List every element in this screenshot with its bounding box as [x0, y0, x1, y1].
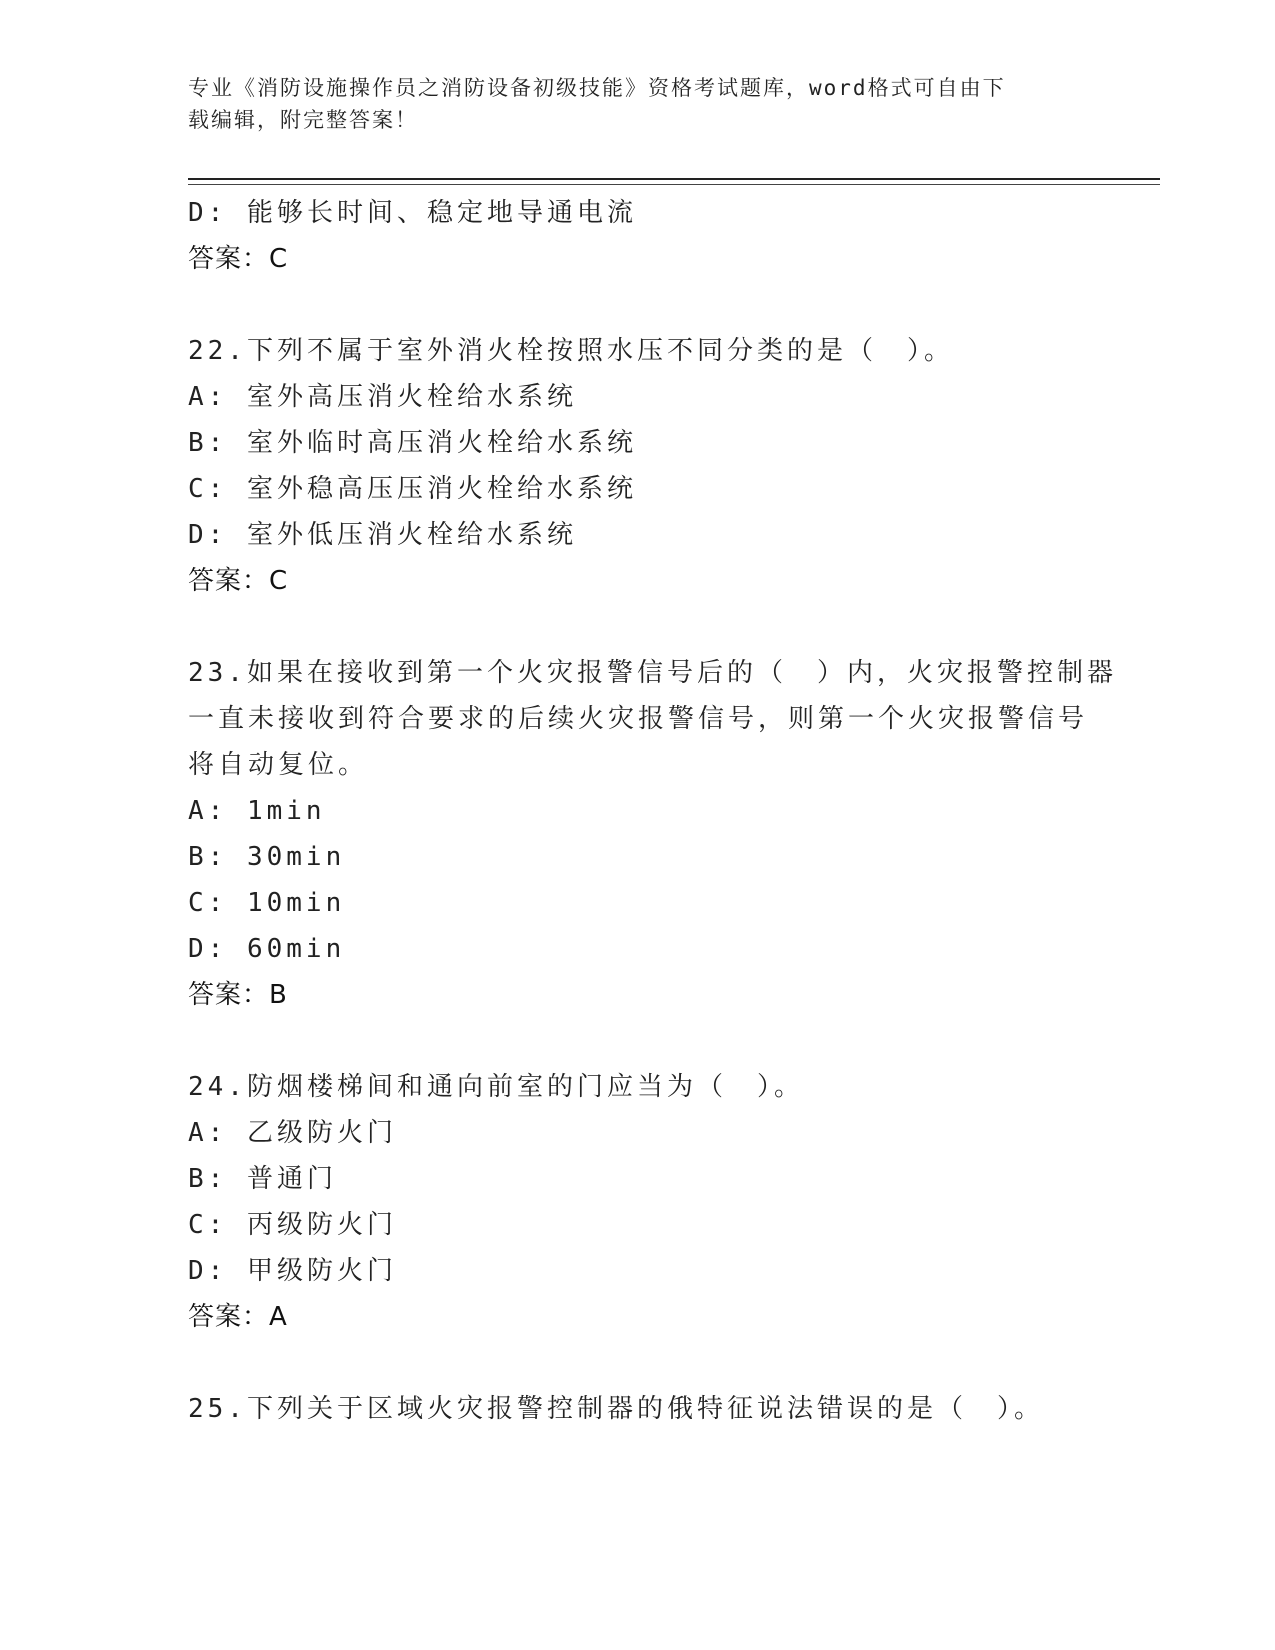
question-list: [188, 190, 1117, 1432]
option-a: A: 1min: [188, 796, 326, 826]
question-23: [188, 650, 1117, 1018]
option-b: B: 室外临时高压消火栓给水系统: [188, 428, 637, 458]
option-d: D: 60min: [188, 934, 346, 964]
option-c: C: 10min: [188, 888, 346, 918]
option-d: D: 室外低压消火栓给水系统: [188, 520, 577, 550]
option-b: B: 30min: [188, 842, 346, 872]
option-b: B: 普通门: [188, 1164, 337, 1194]
answer-line: 答案：C: [188, 244, 289, 274]
option-c: C: 室外稳高压压消火栓给水系统: [188, 474, 637, 504]
previous-question-tail: [188, 190, 1088, 282]
option-d: D: 甲级防火门: [188, 1256, 397, 1286]
question-stem-line-1: 23.如果在接收到第一个火灾报警信号后的（ ）内，火灾报警控制器: [188, 658, 1117, 688]
question-stem-line-2: 一直未接收到符合要求的后续火灾报警信号，则第一个火灾报警信号: [188, 704, 1089, 734]
header-divider-thick: [188, 178, 1160, 180]
question-stem: 22.下列不属于室外消火栓按照水压不同分类的是（ ）。: [188, 336, 954, 366]
question-stem: 24.防烟楼梯间和通向前室的门应当为（ ）。: [188, 1072, 804, 1102]
question-25: [188, 1386, 1088, 1432]
option-a: A: 室外高压消火栓给水系统: [188, 382, 577, 412]
option-d: D: 能够长时间、稳定地导通电流: [188, 198, 637, 228]
answer-line: 答案：A: [188, 1302, 288, 1332]
question-stem: 25.下列关于区域火灾报警控制器的俄特征说法错误的是（ ）。: [188, 1394, 1044, 1424]
header-line-2: 载编辑，附完整答案！: [188, 108, 418, 132]
document-header: [188, 72, 1088, 136]
option-c: C: 丙级防火门: [188, 1210, 397, 1240]
header-divider-thin: [188, 184, 1160, 185]
header-line-1: 专业《消防设施操作员之消防设备初级技能》资格考试题库，word格式可自由下: [188, 76, 1006, 100]
question-24: [188, 1064, 1088, 1340]
question-stem-line-3: 将自动复位。: [188, 750, 369, 780]
option-a: A: 乙级防火门: [188, 1118, 397, 1148]
answer-line: 答案：C: [188, 566, 289, 596]
question-22: [188, 328, 1088, 604]
answer-line: 答案：B: [188, 980, 288, 1010]
